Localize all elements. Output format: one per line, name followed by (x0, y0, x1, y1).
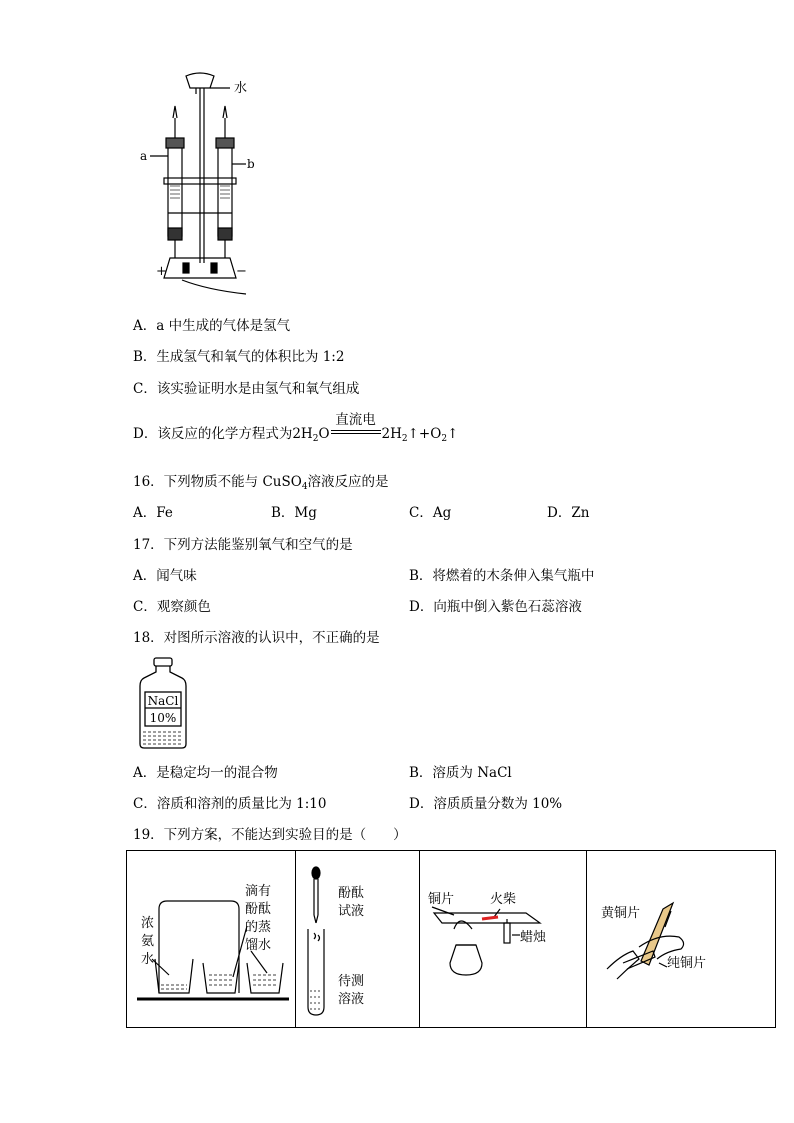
svg-text:蜡烛: 蜡烛 (519, 930, 546, 945)
q18-option-c: C．溶质和溶剂的质量比为 1:10 (133, 796, 327, 812)
q16-option-c: C．Ag (409, 505, 452, 521)
q16-option-b: B．Mg (271, 505, 317, 521)
svg-text:酚酞: 酚酞 (245, 902, 272, 917)
label-b: b (247, 157, 255, 171)
label-minus: − (236, 264, 247, 279)
q15-option-a: A．a 中生成的气体是氢气 (133, 318, 291, 334)
svg-text:待测: 待测 (338, 974, 365, 989)
equation-condition: 直流电 (331, 425, 381, 443)
svg-text:滴有: 滴有 (245, 884, 272, 899)
electrolysis-figure (138, 68, 268, 300)
svg-text:酚酞: 酚酞 (338, 886, 365, 901)
svg-text:铜片: 铜片 (427, 892, 454, 907)
svg-text:的蒸: 的蒸 (245, 920, 272, 935)
label-water: 水 (234, 81, 248, 96)
q19-cell-copper-heating (419, 851, 586, 1028)
svg-text:馏水: 馏水 (245, 938, 272, 953)
q15-option-d: D．该反应的化学方程式为$2H_2O$ 直流电 $2H_2↑+O_2↑$ (133, 412, 459, 444)
q18-option-a: A．是稳定均一的混合物 (133, 765, 278, 781)
q19-cell-phenolphthalein (296, 851, 419, 1028)
q19-options-table (126, 850, 776, 1028)
q17-option-a: A．闻气味 (133, 568, 197, 584)
q17-option-c: C．观察颜色 (133, 599, 211, 615)
q16-option-d: D．Zn (547, 505, 590, 521)
label-a: a (140, 149, 148, 163)
q17-option-b: B．将燃着的木条伸入集气瓶中 (409, 568, 595, 584)
q15-d-prefix: D．该反应的化学方程式为 (133, 426, 293, 442)
q17-option-d: D．向瓶中倒入紫色石蕊溶液 (409, 599, 582, 615)
q18-option-d: D．溶质质量分数为 10% (409, 796, 563, 812)
q18-stem: 18．对图所示溶液的认识中，不正确的是 (133, 630, 380, 646)
q16-option-a: A．Fe (133, 505, 173, 521)
q19-stem: 19．下列方案，不能达到实验目的是（ ） (133, 827, 407, 843)
bottle-label-nacl: NaCl (147, 694, 179, 708)
label-plus: + (156, 264, 167, 279)
q18-option-b: B．溶质为 NaCl (409, 765, 512, 781)
q19-cell-brass-scratch (586, 851, 775, 1028)
svg-text:试液: 试液 (338, 904, 365, 919)
svg-text:火柴: 火柴 (489, 892, 516, 907)
q15-option-c: C．该实验证明水是由氢气和氧气组成 (133, 381, 360, 397)
q15-option-b: B．生成氢气和氧气的体积比为 1:2 (133, 349, 345, 365)
svg-text:纯铜片: 纯铜片 (666, 956, 706, 971)
svg-text:黄铜片: 黄铜片 (600, 906, 640, 921)
q19-cell-ammonia (127, 851, 296, 1028)
bottle-label-percent: 10% (149, 711, 177, 725)
q16-stem: 16．下列物质不能与 CuSO$_4$溶液反应的是 (133, 474, 389, 492)
svg-text:浓: 浓 (141, 916, 155, 931)
svg-text:水: 水 (141, 952, 155, 967)
svg-text:氨: 氨 (141, 934, 155, 949)
svg-text:溶液: 溶液 (338, 992, 365, 1007)
q17-stem: 17．下列方法能鉴别氧气和空气的是 (133, 537, 353, 553)
nacl-bottle-figure (138, 656, 188, 750)
